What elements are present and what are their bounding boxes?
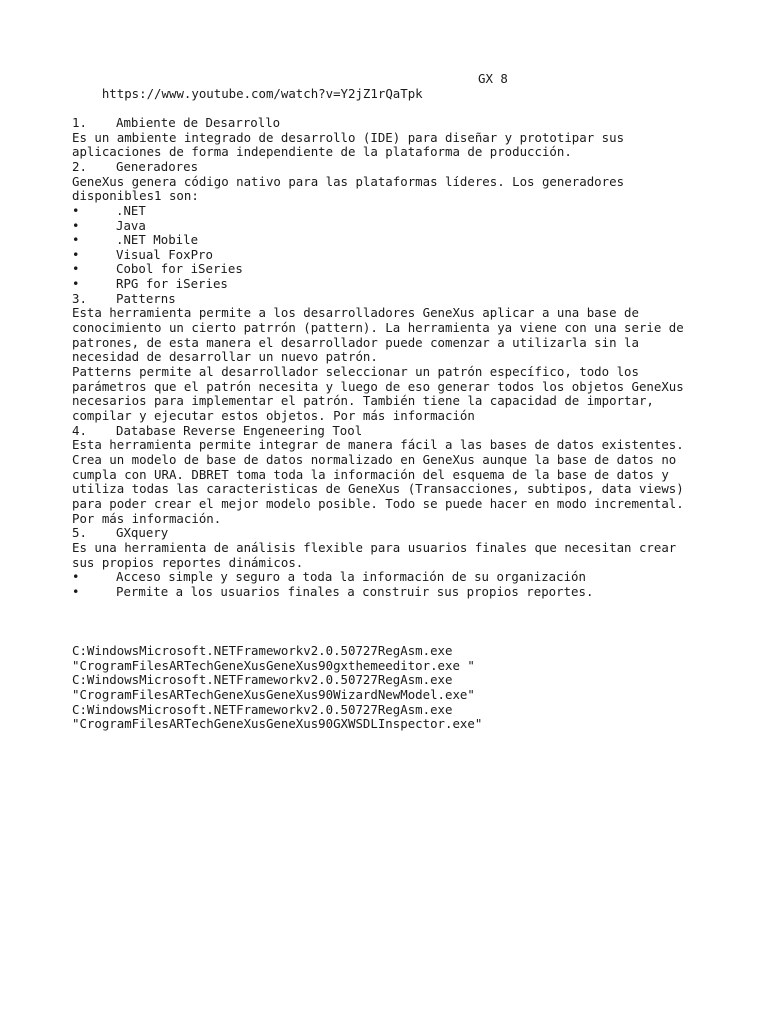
file-path: "CrogramFilesARTechGeneXusGeneXus90WizardNewModel.exe" <box>72 686 475 702</box>
paragraph: GeneXus genera código nativo para las plataformas líderes. Los generadores disponibles1 son: <box>72 173 625 204</box>
paragraph: Es una herramienta de análisis flexible para usuarios finales que necesitan crear sus propios reportes dinámicos. <box>72 539 677 570</box>
section-title: GXquery <box>116 525 169 541</box>
file-path: C:WindowsMicrosoft.NETFrameworkv2.0.50727RegAsm.exe <box>72 672 453 688</box>
section-title: Database Reverse Engeneering Tool <box>116 422 363 438</box>
bullet-icon: • <box>72 232 80 248</box>
list-item-text: Permite a los usuarios finales a construir sus propios reportes. <box>116 583 594 599</box>
section-heading <box>72 424 697 439</box>
section-title: Ambiente de Desarrollo <box>116 115 281 130</box>
section-heading <box>72 116 697 131</box>
paragraph: Es un ambiente integrado de desarrollo (IDE) para diseñar y prototipar sus aplicaciones de forma independiente de la plataforma de producción. <box>72 129 625 160</box>
section-heading <box>72 292 697 307</box>
section-heading <box>72 160 697 175</box>
list-item <box>72 248 697 263</box>
list-item <box>72 585 697 600</box>
paragraph: Esta herramienta permite a los desarrolladores GeneXus aplicar a una base de conocimiento un cierto patrrón (pattern). La herramienta ya viene con una serie de patrones, de esta manera el desarrollador puede comenzar a utilizarla sin la necesidad de desarrollar un nuevo patrón. <box>72 305 684 365</box>
bullet-icon: • <box>72 276 80 292</box>
list-item <box>72 570 697 585</box>
section-number: 5. <box>72 525 87 541</box>
bullet-icon: • <box>72 202 80 218</box>
file-path: "CrogramFilesARTechGeneXusGeneXus90GXWSDLInspector.exe" <box>72 716 483 732</box>
list-item-text: Java <box>116 217 146 233</box>
section-title: Patterns <box>116 290 176 306</box>
file-path-list <box>72 644 482 732</box>
section-number: 1. <box>72 115 87 130</box>
file-path: C:WindowsMicrosoft.NETFrameworkv2.0.50727RegAsm.exe <box>72 643 453 658</box>
list-item-text: .NET <box>116 202 146 218</box>
list-item-text: RPG for iSeries <box>116 276 228 292</box>
file-path: "CrogramFilesARTechGeneXusGeneXus90gxthemeeditor.exe " <box>72 657 475 673</box>
bullet-icon: • <box>72 217 80 233</box>
section-title: Generadores <box>116 158 199 174</box>
list-item-text: Cobol for iSeries <box>116 261 243 277</box>
file-path: C:WindowsMicrosoft.NETFrameworkv2.0.50727RegAsm.exe <box>72 701 453 717</box>
list-item <box>72 277 697 292</box>
list-item <box>72 233 697 248</box>
section-number: 2. <box>72 158 87 174</box>
version-tag: GX 8 <box>478 71 508 86</box>
section-heading <box>72 526 697 541</box>
list-item <box>72 204 697 219</box>
paragraph: Esta herramienta permite integrar de manera fácil a las bases de datos existentes. Crea un modelo de base de datos normalizado en GeneXus aunque la base de datos no cumpla con URA. DBRET toma toda la información del esquema de la base de datos y utiliza todas las caracteristicas de GeneXus (Transacciones, subtipos, data views) para poder crear el mejor modelo posible. Todo se puede hacer en modo incremental. Por más información. <box>72 437 684 526</box>
document-body <box>72 116 697 599</box>
bullet-icon: • <box>72 246 80 262</box>
list-item <box>72 219 697 234</box>
list-item-text: .NET Mobile <box>116 232 199 248</box>
section-number: 3. <box>72 290 87 306</box>
list-item <box>72 262 697 277</box>
video-url[interactable]: https://www.youtube.com/watch?v=Y2jZ1rQaTpk <box>101 85 423 101</box>
paragraph: Patterns permite al desarrollador seleccionar un patrón específico, todo los parámetros que el patrón necesita y luego de eso generar todos los objetos GeneXus necesarios para implementar el patrón. También tiene la capacidad de importar, compilar y ejecutar estos objetos. Por más información <box>72 364 684 423</box>
list-item-text: Acceso simple y seguro a toda la información de su organización <box>116 569 586 585</box>
bullet-icon: • <box>72 569 80 585</box>
list-item-text: Visual FoxPro <box>116 246 213 262</box>
bullet-icon: • <box>72 261 80 277</box>
bullet-icon: • <box>72 583 80 599</box>
section-number: 4. <box>72 422 87 438</box>
